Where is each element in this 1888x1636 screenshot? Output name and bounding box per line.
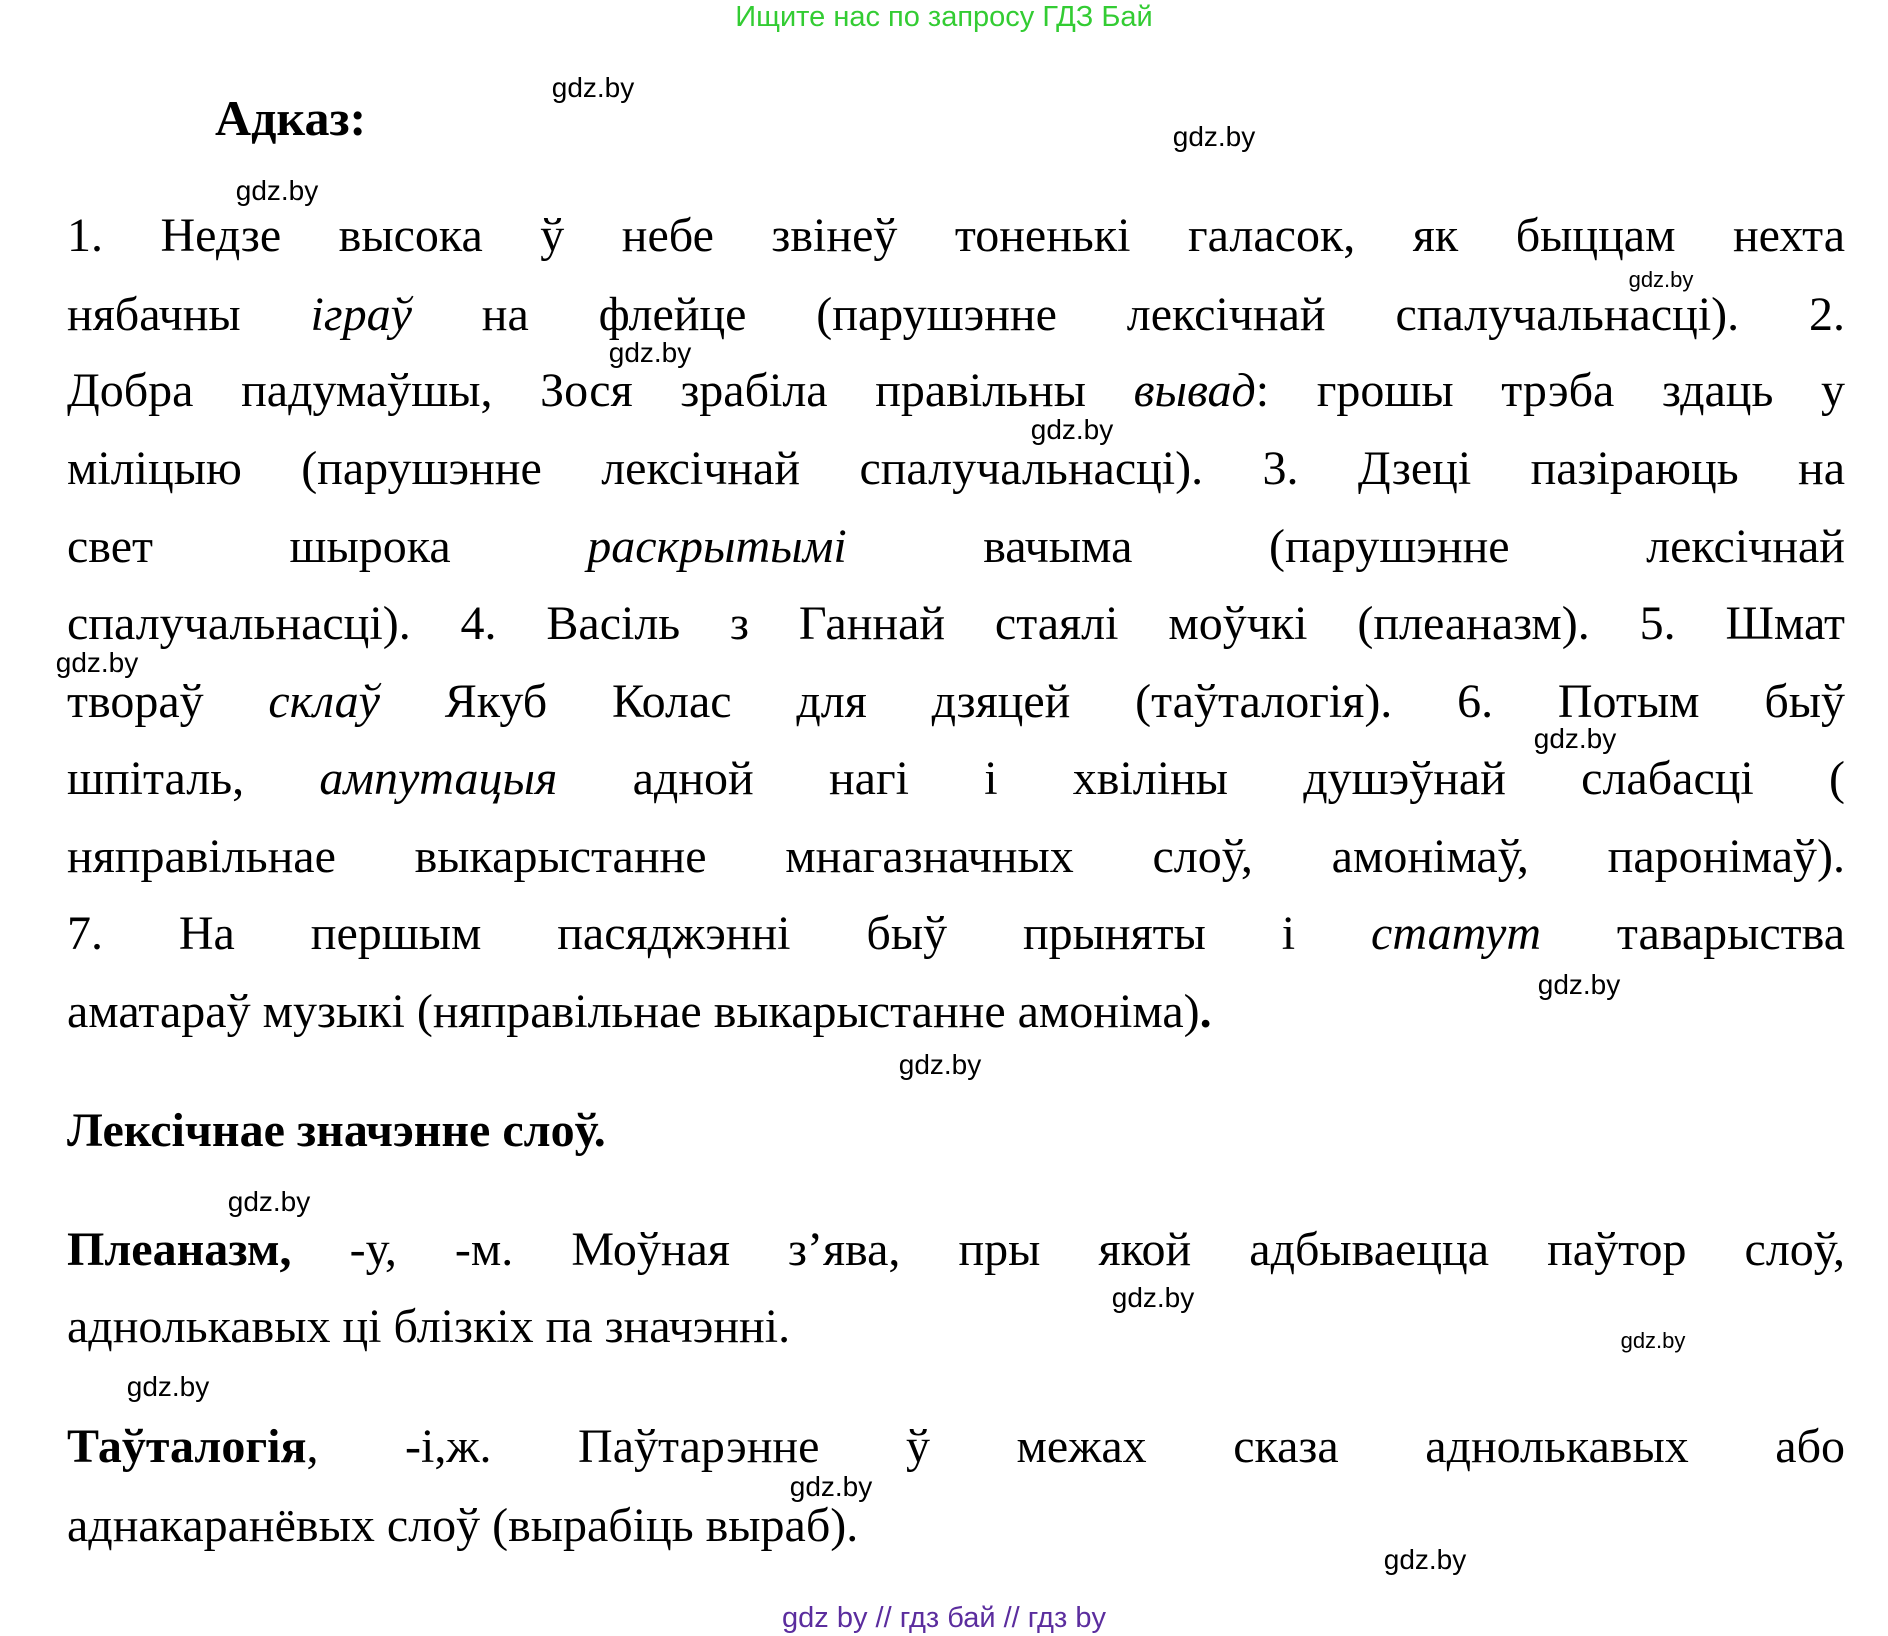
italic-word: раскрытымі — [587, 520, 847, 573]
watermark: gdz.by — [898, 1049, 982, 1080]
watermark: gdz.by — [227, 1186, 311, 1217]
text-segment: Добра падумаўшы, Зося зрабіла правільны — [67, 364, 1134, 417]
text-line — [67, 197, 1845, 275]
bold-term: Таўталогія — [67, 1420, 307, 1473]
text-segment: вачыма (парушэнне лексічнай — [846, 520, 1845, 573]
text-segment: , -і,ж. Паўтарэнне ў межах сказа аднолькавых або — [306, 1420, 1845, 1473]
text-line — [67, 430, 1845, 508]
text-line — [67, 1408, 1845, 1486]
text-line — [67, 1288, 1845, 1366]
bold-term: Плеаназм, — [67, 1223, 292, 1276]
watermark: gdz.by — [1628, 267, 1694, 292]
text-segment: -у, -м. Моўная з’ява, пры якой адбываецца паўтор слоў, — [291, 1223, 1845, 1276]
text-segment: няправільнае выкарыстанне мнагазначных слоў, амонімаў, паронімаў). — [67, 830, 1845, 883]
text-line — [67, 276, 1845, 354]
text-segment: 7. На першым пасяджэнні быў прыняты і — [67, 907, 1372, 960]
text-segment: адной нагі і хвіліны душэўнай слабасці ( — [557, 752, 1845, 805]
text-segment: : грошы трэба здаць у — [1255, 364, 1846, 417]
text-line — [67, 352, 1845, 430]
italic-word: склаў — [268, 675, 380, 728]
text-line — [67, 508, 1845, 586]
watermark: gdz.by — [1172, 121, 1256, 152]
bold-term: . — [1199, 985, 1212, 1038]
watermark: gdz.by — [55, 647, 139, 678]
answer-title: Адказ: — [215, 90, 367, 146]
text-segment: міліцыю (парушэнне лексічнай спалучальнасці). 3. Дзеці пазіраюць на — [67, 442, 1845, 495]
text-segment: 1. Недзе высока ў небе звінеў тоненькі галасок, як быццам нехта — [67, 209, 1845, 262]
watermark: gdz.by — [1030, 414, 1114, 445]
watermark: gdz.by — [551, 72, 635, 103]
text-line — [67, 895, 1845, 973]
watermark: gdz.by — [608, 337, 692, 368]
section-heading — [67, 1092, 1845, 1170]
italic-word: вывад — [1133, 364, 1256, 417]
text-segment: на флейце (парушэнне лексічнай спалучальнасці). 2. — [411, 288, 1845, 341]
italic-word: ампутацыя — [319, 752, 558, 805]
watermark: gdz.by — [1111, 1282, 1195, 1313]
text-segment: нябачны — [67, 288, 311, 341]
italic-word: іграў — [310, 288, 412, 341]
text-line — [67, 1211, 1845, 1289]
text-segment: аднакаранёвых слоў (вырабіць выраб). — [67, 1499, 859, 1552]
text-line — [67, 1487, 1845, 1565]
text-segment: Якуб Колас для дзяцей (таўталогія). 6. Потым быў — [379, 675, 1845, 728]
text-segment: аматараў музыкі (няправільнае выкарыстанне амоніма) — [67, 985, 1200, 1038]
text-segment: свет шырока — [67, 520, 588, 573]
watermark: gdz.by — [789, 1471, 873, 1502]
text-segment: таварыства — [1541, 907, 1845, 960]
watermark: gdz.by — [126, 1371, 210, 1402]
text-segment: аднолькавых ці блізкіх па значэнні. — [67, 1300, 791, 1353]
search-hint-banner: Ищите нас по запросу ГДЗ Бай — [735, 1, 1153, 33]
watermark: gdz.by — [235, 175, 319, 206]
watermark: gdz.by — [1383, 1544, 1467, 1575]
text-line — [67, 585, 1845, 663]
watermark: gdz.by — [1533, 723, 1617, 754]
footer-links: gdz by // гдз бай // гдз by — [782, 1602, 1106, 1634]
watermark: gdz.by — [1537, 969, 1621, 1000]
text-segment: твораў — [67, 675, 269, 728]
text-line — [67, 818, 1845, 896]
text-segment: шпіталь, — [67, 752, 320, 805]
watermark: gdz.by — [1620, 1328, 1686, 1353]
text-segment: спалучальнасці). 4. Васіль з Ганнай стаялі моўчкі (плеаназм). 5. Шмат — [67, 597, 1845, 650]
italic-word: статут — [1371, 907, 1542, 960]
text-segment: Лексічнае значэнне слоў. — [67, 1104, 606, 1157]
